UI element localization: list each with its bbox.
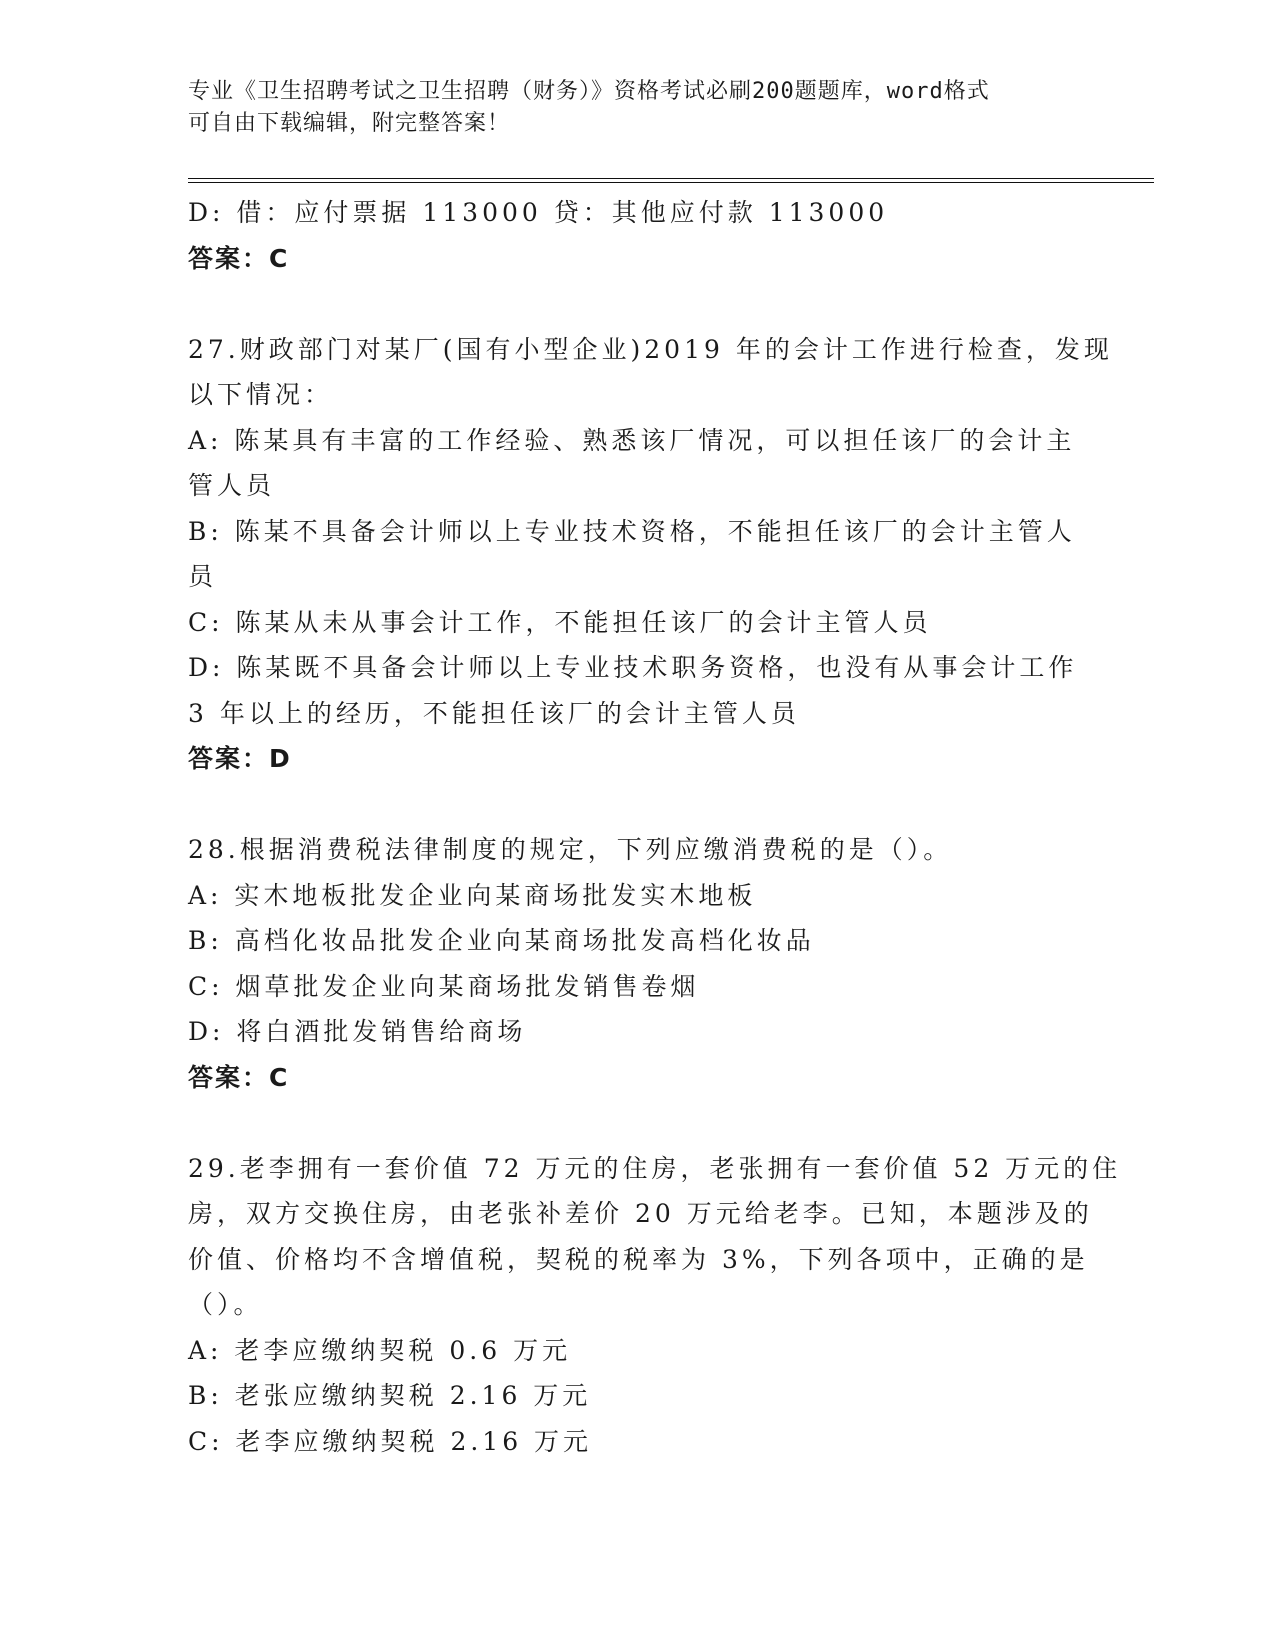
q28-answer: 答案：C [188, 1062, 290, 1092]
header-line-2: 可自由下载编辑，附完整答案！ [188, 111, 511, 136]
question-29 [188, 1146, 1122, 1465]
q29-option-b: B: 老张应缴纳契税 2.16 万元 [188, 1381, 592, 1410]
question-28 [188, 827, 1088, 1100]
q29-stem-line-2: 房，双方交换住房，由老张补差价 20 万元给老李。已知，本题涉及的 [188, 1199, 1093, 1228]
q29-stem-line-3: 价值、价格均不含增值税，契税的税率为 3%，下列各项中，正确的是 [188, 1244, 1089, 1274]
q29-option-c: C: 老李应缴纳契税 2.16 万元 [188, 1426, 593, 1456]
q28-stem: 28.根据消费税法律制度的规定，下列应缴消费税的是（）。 [188, 835, 953, 864]
q27-option-c: C: 陈某从未从事会计工作，不能担任该厂的会计主管人员 [188, 607, 932, 637]
header-rule-top [188, 178, 1154, 179]
q29-stem-line-1: 29.老李拥有一套价值 72 万元的住房，老张拥有一套价值 52 万元的住 [188, 1153, 1122, 1183]
page-header [188, 76, 1088, 140]
q27-stem-line-1: 27.财政部门对某厂(国有小型企业)2019 年的会计工作进行检查，发现 [188, 334, 1113, 364]
document-body [188, 190, 1122, 1464]
header-line-1: 专业《卫生招聘考试之卫生招聘（财务）》资格考试必刷200题题库，word格式 [188, 79, 990, 104]
q28-option-d: D: 将白酒批发销售给商场 [188, 1017, 527, 1046]
q26-answer: 答案：C [188, 243, 290, 273]
q28-option-c: C: 烟草批发企业向某商场批发销售卷烟 [188, 971, 700, 1001]
spacer [188, 281, 1088, 327]
q26-option-d: D: 借：应付票据 113000 贷：其他应付款 113000 [188, 198, 889, 227]
q27-option-d-line-2: 3 年以上的经历，不能担任该厂的会计主管人员 [188, 698, 800, 728]
q27-option-b-line-1: B: 陈某不具备会计师以上专业技术资格，不能担任该厂的会计主管人 [188, 516, 1076, 546]
q27-option-b-line-2: 员 [188, 562, 218, 591]
q27-option-d-line-1: D: 陈某既不具备会计师以上专业技术职务资格，也没有从事会计工作 [188, 653, 1078, 682]
q28-option-a: A: 实木地板批发企业向某商场批发实木地板 [188, 880, 757, 910]
q27-option-a-line-2: 管人员 [188, 471, 276, 500]
q27-option-a-line-1: A: 陈某具有丰富的工作经验、熟悉该厂情况，可以担任该厂的会计主 [188, 425, 1076, 455]
q27-stem-line-2: 以下情况： [188, 380, 334, 409]
question-27 [188, 327, 1113, 782]
q29-stem-line-4: （）。 [188, 1290, 263, 1319]
q27-answer: 答案：D [188, 744, 292, 773]
header-rule-bottom [188, 182, 1154, 183]
question-26-tail [188, 190, 1088, 281]
q28-option-b: B: 高档化妆品批发企业向某商场批发高档化妆品 [188, 926, 815, 955]
spacer [188, 782, 1088, 828]
q29-option-a: A: 老李应缴纳契税 0.6 万元 [188, 1335, 572, 1365]
spacer [188, 1100, 1088, 1146]
